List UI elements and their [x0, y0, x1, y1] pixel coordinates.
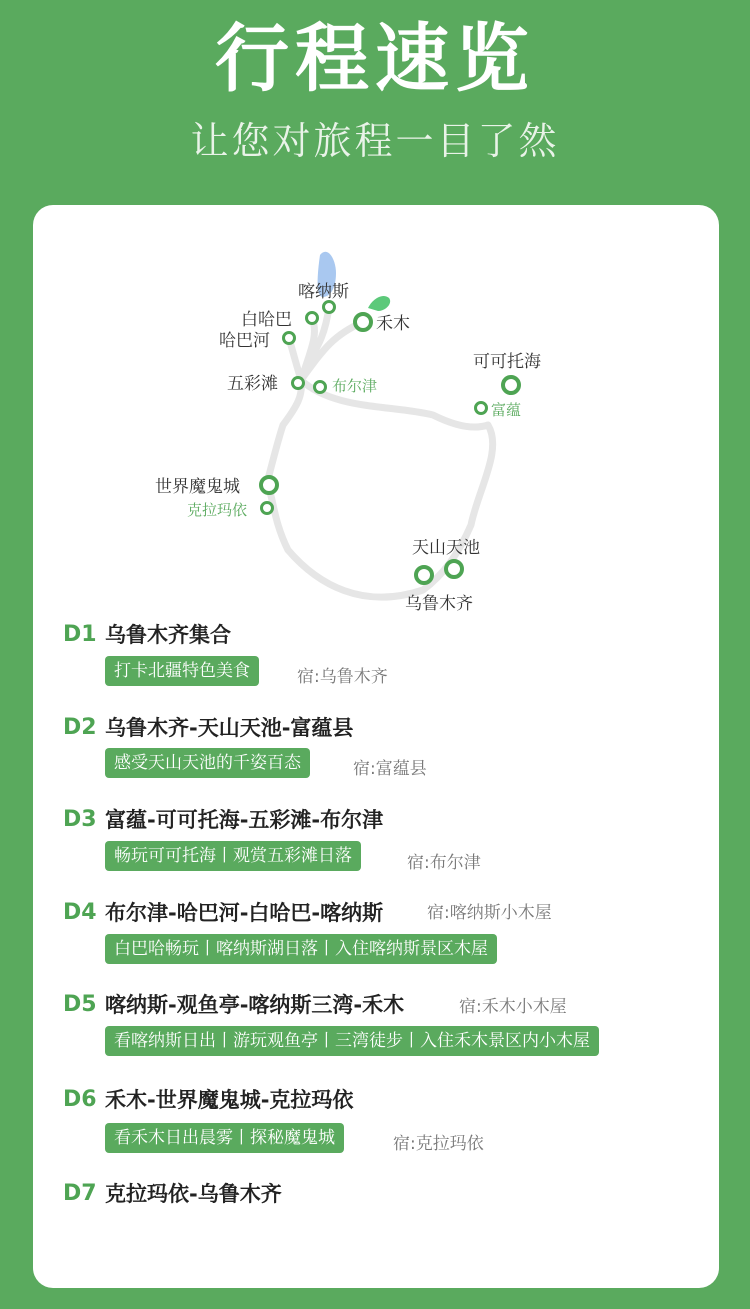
day-number: D4 [63, 900, 97, 925]
day-stay: 宿:禾木小木屋 [459, 997, 567, 1017]
station-keketuohai [503, 377, 519, 393]
day-number: D5 [63, 992, 97, 1017]
day-highlight-tag: 看禾木日出晨雾丨探秘魔鬼城 [105, 1123, 344, 1153]
station-ghost-city [261, 477, 277, 493]
day-highlight-tag: 看喀纳斯日出丨游玩观鱼亭丨三湾徒步丨入住禾木景区内小木屋 [105, 1026, 599, 1056]
day-number: D7 [63, 1181, 97, 1206]
day-route: 布尔津-哈巴河-白哈巴-喀纳斯 [105, 901, 384, 925]
route-north-branches [289, 307, 363, 380]
day-stay: 宿:喀纳斯小木屋 [427, 903, 552, 923]
label-kanas: 喀纳斯 [298, 282, 349, 302]
label-ghost-city: 世界魔鬼城 [155, 477, 240, 497]
itinerary-card [33, 205, 719, 1288]
label-keketuohai: 可可托海 [473, 352, 541, 372]
day-stay: 宿:富蕴县 [353, 759, 427, 779]
day-highlight-tag: 畅玩可可托海丨观赏五彩滩日落 [105, 841, 361, 871]
station-wucaitan [293, 378, 304, 389]
label-karamay: 克拉玛依 [187, 501, 248, 519]
page-title: 行程速览 [215, 16, 535, 102]
label-hemu: 禾木 [376, 314, 410, 334]
day-route: 富蕴-可可托海-五彩滩-布尔津 [105, 808, 384, 832]
label-fuyun: 富蕴 [491, 401, 522, 419]
label-habahe: 哈巴河 [219, 331, 270, 351]
day-route: 克拉玛依-乌鲁木齐 [105, 1182, 282, 1206]
station-karamay [262, 503, 273, 514]
station-burqin [315, 382, 326, 393]
label-tianchi: 天山天池 [412, 538, 480, 558]
day-number: D1 [63, 622, 97, 647]
hemu-mark [368, 296, 390, 311]
station-kanas [324, 302, 335, 313]
day-highlight-tag: 感受天山天池的千姿百态 [105, 748, 310, 778]
day-stay: 宿:克拉玛依 [393, 1134, 484, 1154]
day-number: D2 [63, 715, 97, 740]
station-hemu [355, 314, 371, 330]
day-route: 乌鲁木齐-天山天池-富蕴县 [105, 716, 354, 740]
day-stay: 宿:乌鲁木齐 [297, 667, 388, 687]
station-baihaba [307, 313, 318, 324]
station-fuyun [476, 403, 487, 414]
day-number: D3 [63, 807, 97, 832]
route-map [33, 205, 719, 625]
day-route: 喀纳斯-观鱼亭-喀纳斯三湾-禾木 [105, 993, 405, 1017]
day-route: 禾木-世界魔鬼城-克拉玛依 [105, 1088, 354, 1112]
label-wucaitan: 五彩滩 [227, 374, 278, 394]
label-baihaba: 白哈巴 [241, 310, 292, 330]
station-urumqi [416, 567, 432, 583]
day-highlight-tag: 白巴哈畅玩丨喀纳斯湖日落丨入住喀纳斯景区木屋 [105, 934, 497, 964]
station-habahe [284, 333, 295, 344]
day-stay: 宿:布尔津 [407, 853, 481, 873]
station-tianchi [446, 561, 462, 577]
label-urumqi: 乌鲁木齐 [405, 594, 473, 614]
label-burqin: 布尔津 [332, 377, 378, 395]
day-highlight-tag: 打卡北疆特色美食 [105, 656, 259, 686]
day-number: D6 [63, 1087, 97, 1112]
page-subtitle: 让您对旅程一目了然 [190, 119, 560, 163]
day-route: 乌鲁木齐集合 [105, 623, 231, 647]
